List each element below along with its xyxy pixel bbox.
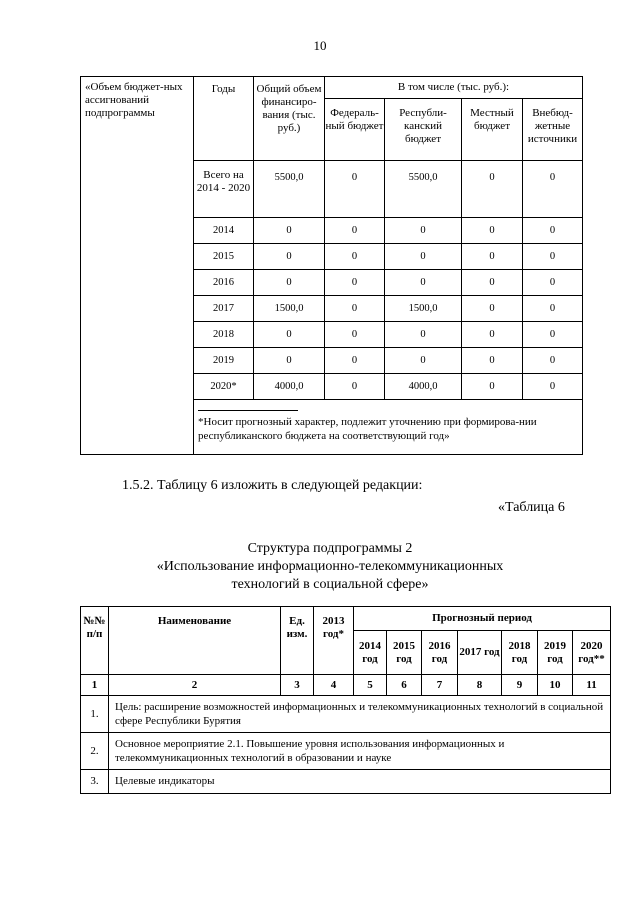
- title-line-3: технологий в социальной сфере»: [231, 577, 429, 592]
- total-cell: 0: [254, 322, 325, 348]
- budget-allocation-table: [80, 76, 583, 455]
- total-cell: 0: [254, 348, 325, 374]
- index-cell: 4: [314, 675, 354, 696]
- col-name-header: Наименование: [109, 607, 281, 675]
- col-2013-header: 2013 год*: [314, 607, 354, 675]
- federal-cell: 0: [325, 270, 385, 296]
- col-forecast-header: Прогнозный период: [354, 607, 611, 631]
- republic-cell: 4000,0: [385, 374, 462, 400]
- republic-cell: 5500,0: [385, 161, 462, 218]
- col-offbudget-header: Внебюд-жетные источники: [523, 99, 583, 161]
- row-text: Цель: расширение возможностей информационных и телекоммуникационных технологий в социальной сфере Республики Бурятия: [109, 696, 611, 733]
- total-cell: 1500,0: [254, 296, 325, 322]
- federal-cell: 0: [325, 161, 385, 218]
- local-cell: 0: [462, 296, 523, 322]
- index-cell: 2: [109, 675, 281, 696]
- index-cell: 9: [502, 675, 538, 696]
- year-cell: Всего на 2014 - 2020: [194, 161, 254, 218]
- index-cell: 7: [422, 675, 458, 696]
- row-number: 2.: [81, 733, 109, 770]
- total-cell: 0: [254, 218, 325, 244]
- republic-cell: 0: [385, 270, 462, 296]
- table-row: [81, 696, 611, 733]
- col-republic-header: Республи-канский бюджет: [385, 99, 462, 161]
- federal-cell: 0: [325, 218, 385, 244]
- offbudget-cell: 0: [523, 270, 583, 296]
- col-year-header: 2014 год: [354, 631, 387, 675]
- index-cell: 8: [458, 675, 502, 696]
- page-number: 10: [313, 38, 327, 53]
- year-cell: 2018: [194, 322, 254, 348]
- federal-cell: 0: [325, 348, 385, 374]
- republic-cell: 0: [385, 322, 462, 348]
- table-row: [81, 733, 611, 770]
- footnote-cell: [194, 400, 583, 455]
- year-cell: 2019: [194, 348, 254, 374]
- index-cell: 6: [387, 675, 422, 696]
- col-federal-header: Федераль-ный бюджет: [325, 99, 385, 161]
- col-local-header: Местный бюджет: [462, 99, 523, 161]
- year-cell: 2020*: [194, 374, 254, 400]
- col-num-header: №№ п/п: [81, 607, 109, 675]
- col-unit-header: Ед. изм.: [281, 607, 314, 675]
- local-cell: 0: [462, 270, 523, 296]
- row-text: Основное мероприятие 2.1. Повышение уровня использования информационных и телекоммуникационных технологий в образовании и науке: [109, 733, 611, 770]
- total-cell: 4000,0: [254, 374, 325, 400]
- index-cell: 5: [354, 675, 387, 696]
- year-cell: 2014: [194, 218, 254, 244]
- index-cell: 11: [573, 675, 611, 696]
- year-cell: 2017: [194, 296, 254, 322]
- federal-cell: 0: [325, 322, 385, 348]
- offbudget-cell: 0: [523, 218, 583, 244]
- republic-cell: 0: [385, 244, 462, 270]
- subprogram-structure-table: [80, 606, 611, 794]
- budget-label-cell: [81, 77, 194, 455]
- row-number: 1.: [81, 696, 109, 733]
- local-cell: 0: [462, 374, 523, 400]
- local-cell: 0: [462, 161, 523, 218]
- section-title: [0, 540, 640, 594]
- col-year-header: 2015 год: [387, 631, 422, 675]
- col-year-header: 2019 год: [538, 631, 573, 675]
- col-year-header: 2020 год**: [573, 631, 611, 675]
- local-cell: 0: [462, 348, 523, 374]
- republic-cell: 0: [385, 348, 462, 374]
- row-number: 3.: [81, 770, 109, 794]
- col-including-header: В том числе (тыс. руб.):: [325, 77, 583, 99]
- footnote: *Носит прогнозный характер, подлежит уточнению при формирова-нии республиканского бюджета на соответствующий год»: [198, 416, 537, 442]
- year-cell: 2016: [194, 270, 254, 296]
- col-year-header: 2017 год: [458, 631, 502, 675]
- total-cell: 0: [254, 270, 325, 296]
- offbudget-cell: 0: [523, 374, 583, 400]
- total-cell: 5500,0: [254, 161, 325, 218]
- offbudget-cell: 0: [523, 348, 583, 374]
- federal-cell: 0: [325, 244, 385, 270]
- index-cell: 3: [281, 675, 314, 696]
- col-year-header: 2018 год: [502, 631, 538, 675]
- federal-cell: 0: [325, 374, 385, 400]
- col-year-header: 2016 год: [422, 631, 458, 675]
- footnote-divider: [198, 410, 298, 411]
- index-row: [81, 675, 611, 696]
- index-cell: 10: [538, 675, 573, 696]
- local-cell: 0: [462, 218, 523, 244]
- republic-cell: 0: [385, 218, 462, 244]
- offbudget-cell: 0: [523, 296, 583, 322]
- offbudget-cell: 0: [523, 161, 583, 218]
- table-row: [81, 770, 611, 794]
- title-line-1: Структура подпрограммы 2: [247, 541, 413, 556]
- local-cell: 0: [462, 244, 523, 270]
- federal-cell: 0: [325, 296, 385, 322]
- offbudget-cell: 0: [523, 322, 583, 348]
- col-total-header: Общий объем финансиро-вания (тыс. руб.): [254, 77, 325, 161]
- col-years-header: Годы: [194, 77, 254, 161]
- republic-cell: 1500,0: [385, 296, 462, 322]
- total-cell: 0: [254, 244, 325, 270]
- title-line-2: «Использование информационно-телекоммуникационных: [156, 559, 504, 574]
- table-caption: «Таблица 6: [498, 500, 565, 515]
- row-text: Целевые индикаторы: [109, 770, 611, 794]
- paragraph-instruction: 1.5.2. Таблицу 6 изложить в следующей редакции:: [122, 478, 423, 493]
- offbudget-cell: 0: [523, 244, 583, 270]
- year-cell: 2015: [194, 244, 254, 270]
- budget-label: «Объем бюджет-ных ассигнований подпрограммы: [85, 81, 183, 119]
- local-cell: 0: [462, 322, 523, 348]
- index-cell: 1: [81, 675, 109, 696]
